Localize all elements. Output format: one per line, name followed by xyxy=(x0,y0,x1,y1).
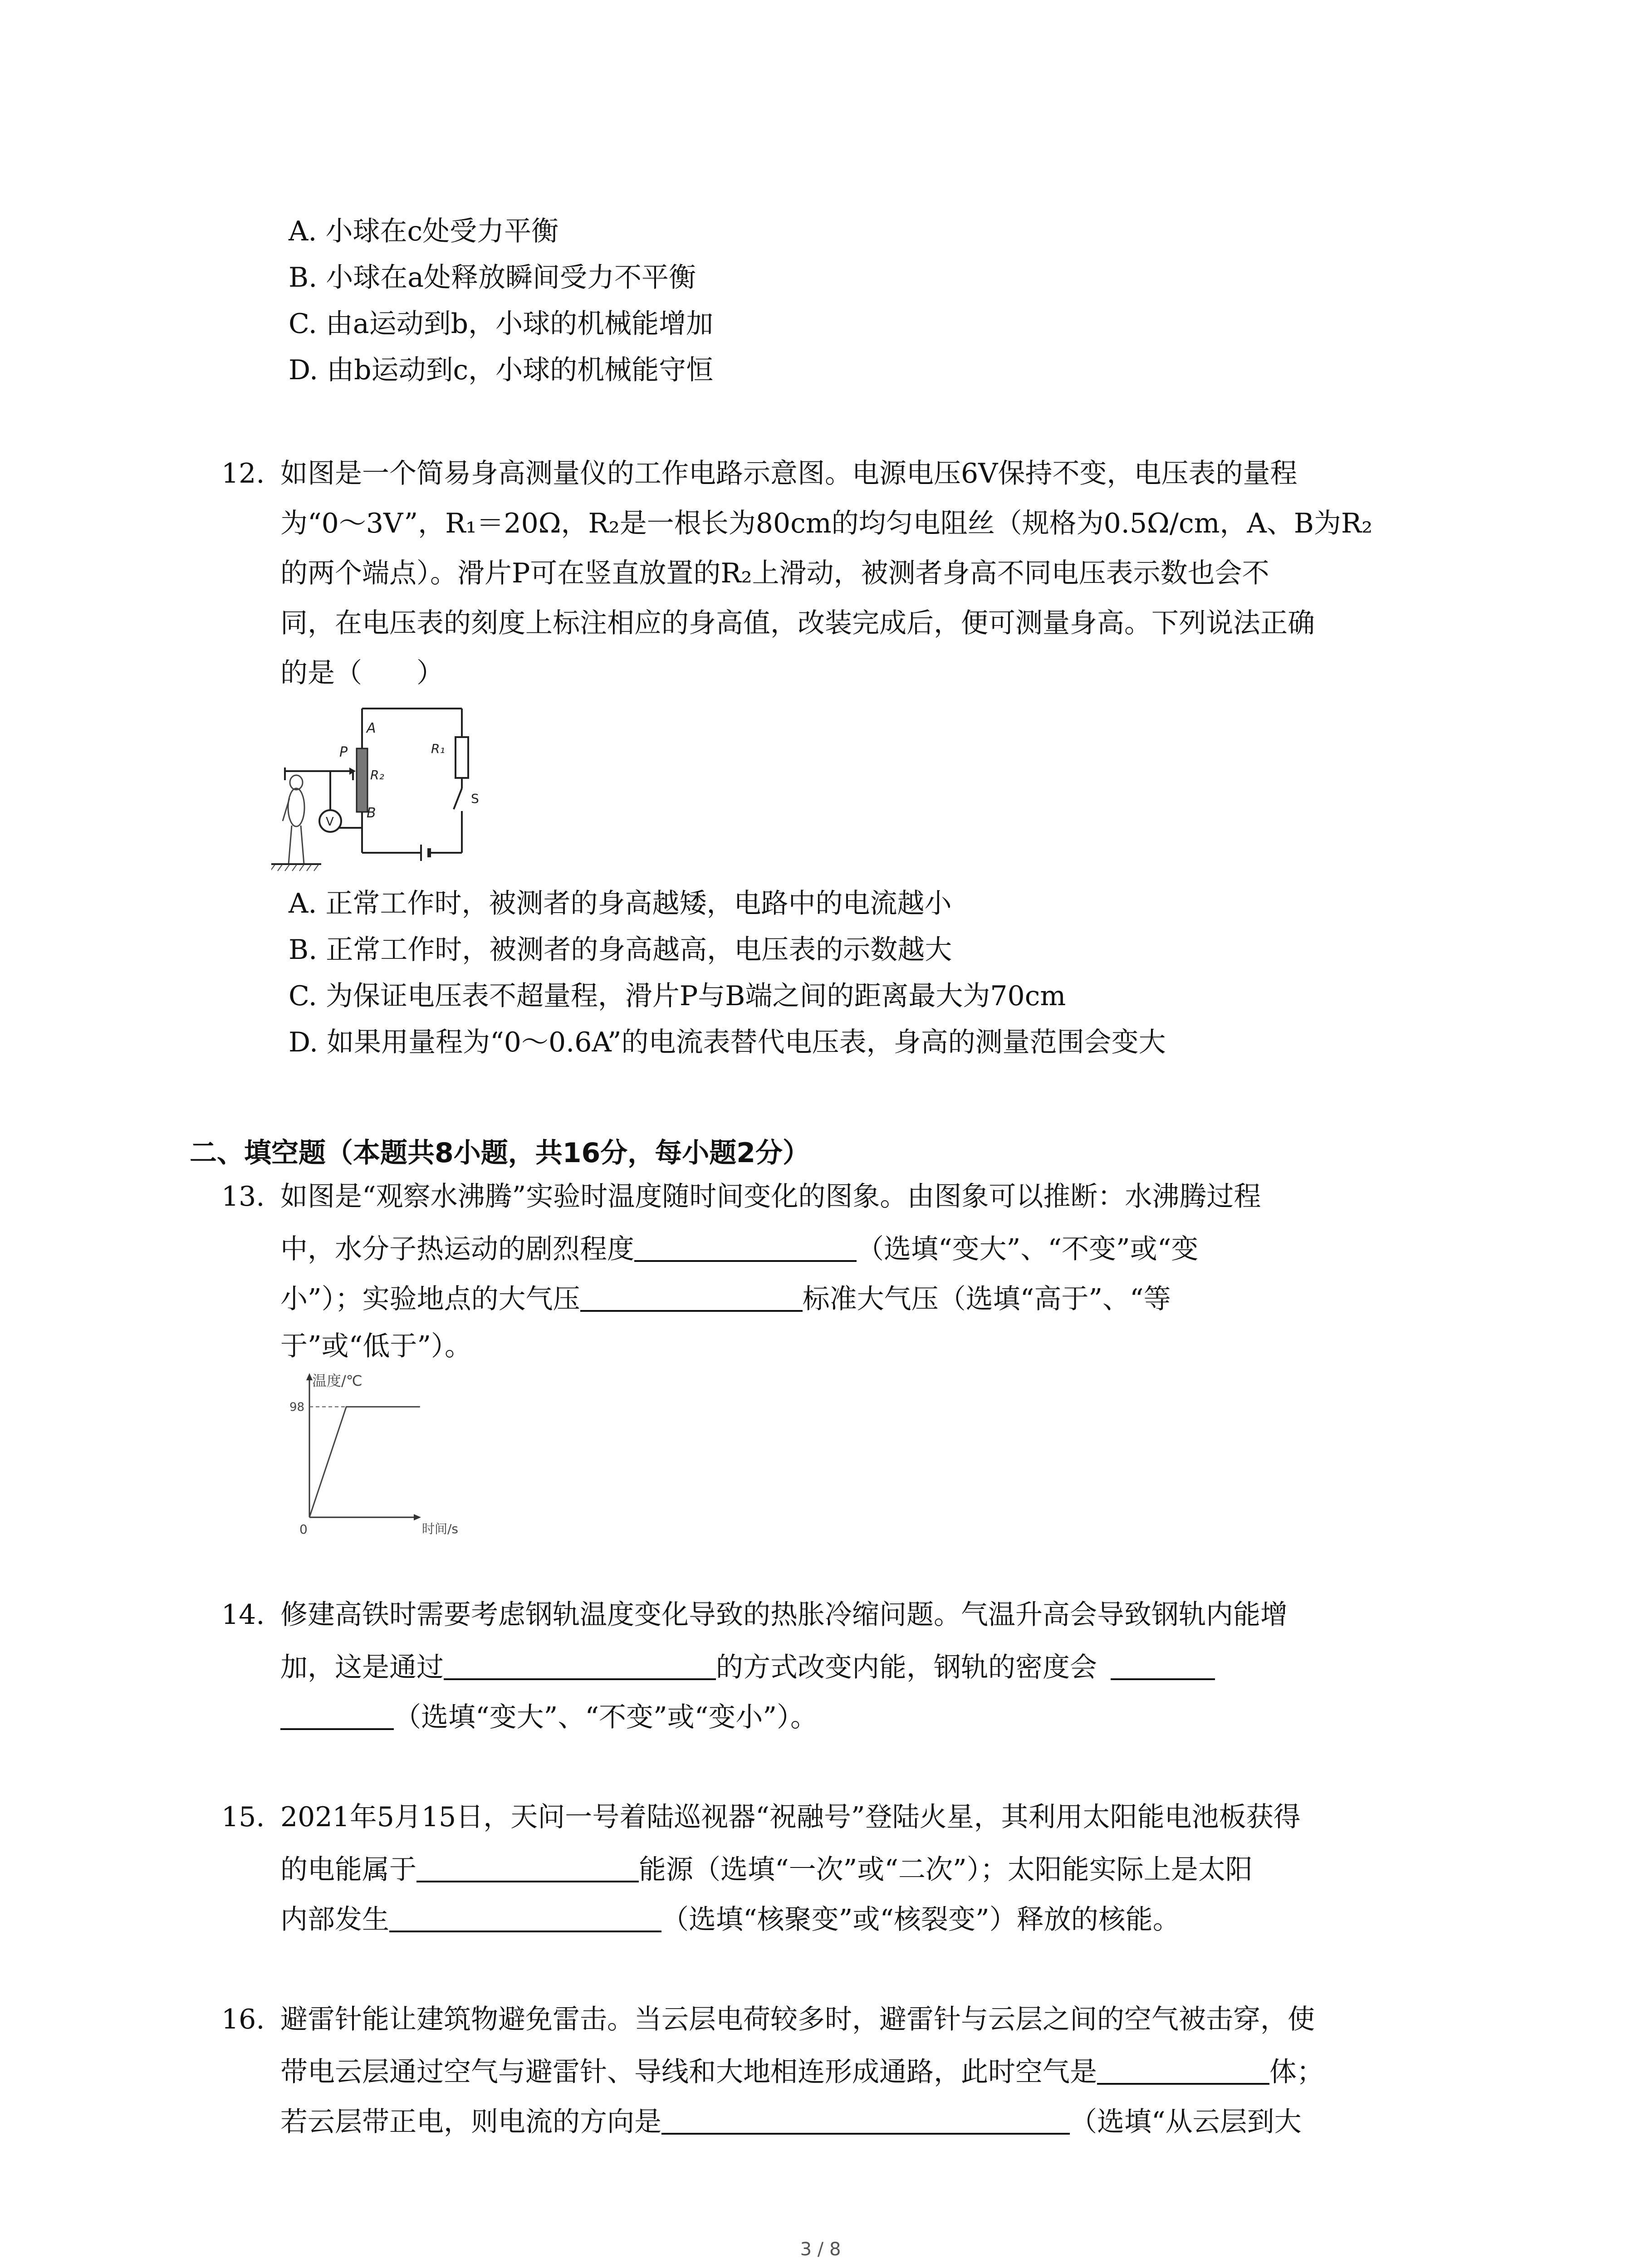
x-axis-label: 时间/s xyxy=(422,1521,459,1536)
answer-blank[interactable] xyxy=(389,1903,661,1932)
q15-stem-line xyxy=(280,1903,1180,1936)
figure-label-p: P xyxy=(339,744,348,760)
q12-option-d: D. 如果用量程为“0～0.6A”的电流表替代电压表，身高的测量范围会变大 xyxy=(289,1026,1166,1058)
figure-label-s: S xyxy=(471,791,479,806)
q13-line2-text: （选填“变大”、“不变”或“变 xyxy=(857,1233,1199,1265)
q16-line3-text: （选填“从云层到大 xyxy=(1070,2106,1302,2138)
q13-stem-line xyxy=(280,1233,1198,1263)
y-axis-label: 温度/℃ xyxy=(312,1372,362,1389)
q14-number: 14. xyxy=(221,1599,265,1631)
q16-line2-text: 体； xyxy=(1269,2056,1324,2088)
q14-line2-text: 加，这是通过 xyxy=(280,1652,444,1683)
q12-option-a: A. 正常工作时，被测者的身高越矮，电路中的电流越小 xyxy=(289,888,952,919)
page-number: 3 / 8 xyxy=(800,2239,841,2260)
figure-label-r1: R₁ xyxy=(431,741,445,756)
q14-line2-text: 的方式改变内能，钢轨的密度会 xyxy=(716,1652,1097,1683)
q14-stem-line xyxy=(280,1651,1215,1681)
q14-stem-line xyxy=(280,1701,818,1731)
q13-line3-text: 标准大气压（选填“高于”、“等 xyxy=(802,1283,1171,1315)
q15-line2-text: 的电能属于 xyxy=(280,1854,416,1886)
y-tick-label: 98 xyxy=(289,1400,305,1414)
q16-line2-text: 带电云层通过空气与避雷针、导线和大地相连形成通路，此时空气是 xyxy=(280,2056,1097,2088)
q12-stem-line: 的是（ ） xyxy=(280,657,444,689)
figure-label-r2: R₂ xyxy=(370,767,384,782)
figure-label-b: B xyxy=(367,805,376,821)
q13-line2-text: 中，水分子热运动的剧烈程度 xyxy=(280,1233,634,1265)
q13-stem-line xyxy=(280,1283,1171,1313)
temperature-series-line xyxy=(309,1407,420,1517)
q13-stem-line: 于”或“低于”）。 xyxy=(280,1330,472,1362)
answer-blank[interactable] xyxy=(444,1651,716,1680)
y-axis-arrow xyxy=(306,1373,313,1380)
q15-line3-text: 内部发生 xyxy=(280,1904,389,1936)
section-heading: 二、填空题（本题共8小题，共16分，每小题2分） xyxy=(190,1137,810,1169)
q15-stem-line: 2021年5月15日，天问一号着陆巡视器“祝融号”登陆火星，其利用太阳能电池板获得 xyxy=(280,1801,1301,1833)
q15-line3-text: （选填“核聚变”或“核裂变”）释放的核能。 xyxy=(661,1904,1180,1936)
x-axis-arrow xyxy=(414,1514,421,1520)
q11-option-d: D. 由b运动到c，小球的机械能守恒 xyxy=(289,354,714,386)
height-meter-circuit-figure xyxy=(271,699,489,880)
answer-blank[interactable] xyxy=(1111,1651,1215,1680)
q11-option-b: B. 小球在a处释放瞬间受力不平衡 xyxy=(289,262,696,293)
q12-option-b: B. 正常工作时，被测者的身高越高，电压表的示数越大 xyxy=(289,934,952,966)
q11-option-a: A. 小球在c处受力平衡 xyxy=(289,215,559,247)
q11-option-c: C. 由a运动到b，小球的机械能增加 xyxy=(289,308,714,340)
q16-stem-line xyxy=(280,2056,1324,2086)
answer-blank[interactable] xyxy=(634,1233,857,1262)
q12-stem-line: 如图是一个简易身高测量仪的工作电路示意图。电源电压6V保持不变，电压表的量程 xyxy=(280,458,1298,489)
q15-line2-text: 能源（选填“一次”或“二次”）；太阳能实际上是太阳 xyxy=(639,1854,1253,1886)
answer-blank[interactable] xyxy=(661,2106,1070,2135)
q13-number: 13. xyxy=(221,1181,265,1212)
q16-number: 16. xyxy=(221,2004,265,2035)
q16-line3-text: 若云层带正电，则电流的方向是 xyxy=(280,2106,661,2138)
boiling-temperature-chart xyxy=(281,1368,472,1540)
origin-label: 0 xyxy=(299,1522,308,1537)
answer-blank[interactable] xyxy=(580,1283,803,1312)
answer-blank[interactable] xyxy=(1097,2056,1269,2085)
answer-blank[interactable] xyxy=(416,1853,639,1882)
q12-stem-line: 同，在电压表的刻度上标注相应的身高值，改装完成后，便可测量身高。下列说法正确 xyxy=(280,607,1315,639)
figure-label-v: V xyxy=(326,815,334,829)
q14-line3-text: （选填“变大”、“不变”或“变小”）。 xyxy=(394,1701,818,1733)
q14-stem-line: 修建高铁时需要考虑钢轨温度变化导致的热胀冷缩问题。气温升高会导致钢轨内能增 xyxy=(280,1599,1288,1631)
q16-stem-line: 避雷针能让建筑物避免雷击。当云层电荷较多时，避雷针与云层之间的空气被击穿，使 xyxy=(280,2004,1315,2035)
q15-number: 15. xyxy=(221,1801,265,1833)
q12-stem-line: 的两个端点）。滑片P可在竖直放置的R₂上滑动，被测者身高不同电压表示数也会不 xyxy=(280,557,1269,589)
answer-blank[interactable] xyxy=(280,1701,394,1730)
figure-label-a: A xyxy=(367,720,376,736)
q12-stem-line: 为“0～3V”，R₁＝20Ω，R₂是一根长为80cm的均匀电阻丝（规格为0.5Ω/cm，A、B为R₂ xyxy=(280,508,1373,539)
q16-stem-line xyxy=(280,2106,1302,2136)
q12-option-c: C. 为保证电压表不超量程，滑片P与B端之间的距离最大为70cm xyxy=(289,980,1066,1012)
q13-stem-line: 如图是“观察水沸腾”实验时温度随时间变化的图象。由图象可以推断：水沸腾过程 xyxy=(280,1181,1261,1212)
q12-number: 12. xyxy=(221,458,265,489)
q15-stem-line xyxy=(280,1853,1253,1886)
q13-line3-text: 小”）；实验地点的大气压 xyxy=(280,1283,580,1315)
